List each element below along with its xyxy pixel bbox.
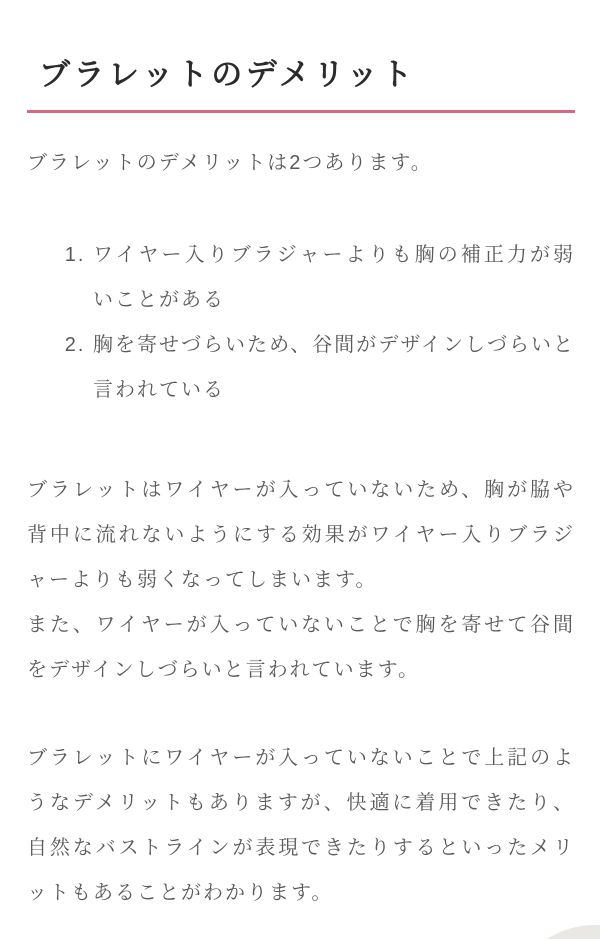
demerit-list-item-1: 1. ワイヤー入りブラジャーよりも胸の補正力が弱いことがある xyxy=(93,233,575,323)
explanation-line-1: ブラレットはワイヤーが入っていないため、胸が脇や背中に流れないようにする効果がワイヤー入りブラジャーよりも弱くなってしまいます。 xyxy=(27,479,575,591)
section-heading: ブラレットのデメリット xyxy=(27,52,575,113)
demerit-list-item-2: 2. 胸を寄せづらいため、谷間がデザインしづらいと言われている xyxy=(93,323,575,413)
intro-paragraph: ブラレットのデメリットは2つあります。 xyxy=(27,152,433,174)
demerit-list xyxy=(27,233,575,413)
explanation-line-2: また、ワイヤーが入っていないことで胸を寄せて谷間をデザインしづらいと言われています。 xyxy=(27,614,575,681)
scroll-top-button[interactable] xyxy=(505,925,600,939)
explanation-paragraph xyxy=(27,468,575,693)
summary-paragraph: ブラレットにワイヤーが入っていないことで上記のようなデメリットもありますが、快適に着用できたり、自然なバストラインが表現できたりするといったメリットもあることがわかります。 xyxy=(27,747,575,904)
article-body xyxy=(0,52,600,916)
